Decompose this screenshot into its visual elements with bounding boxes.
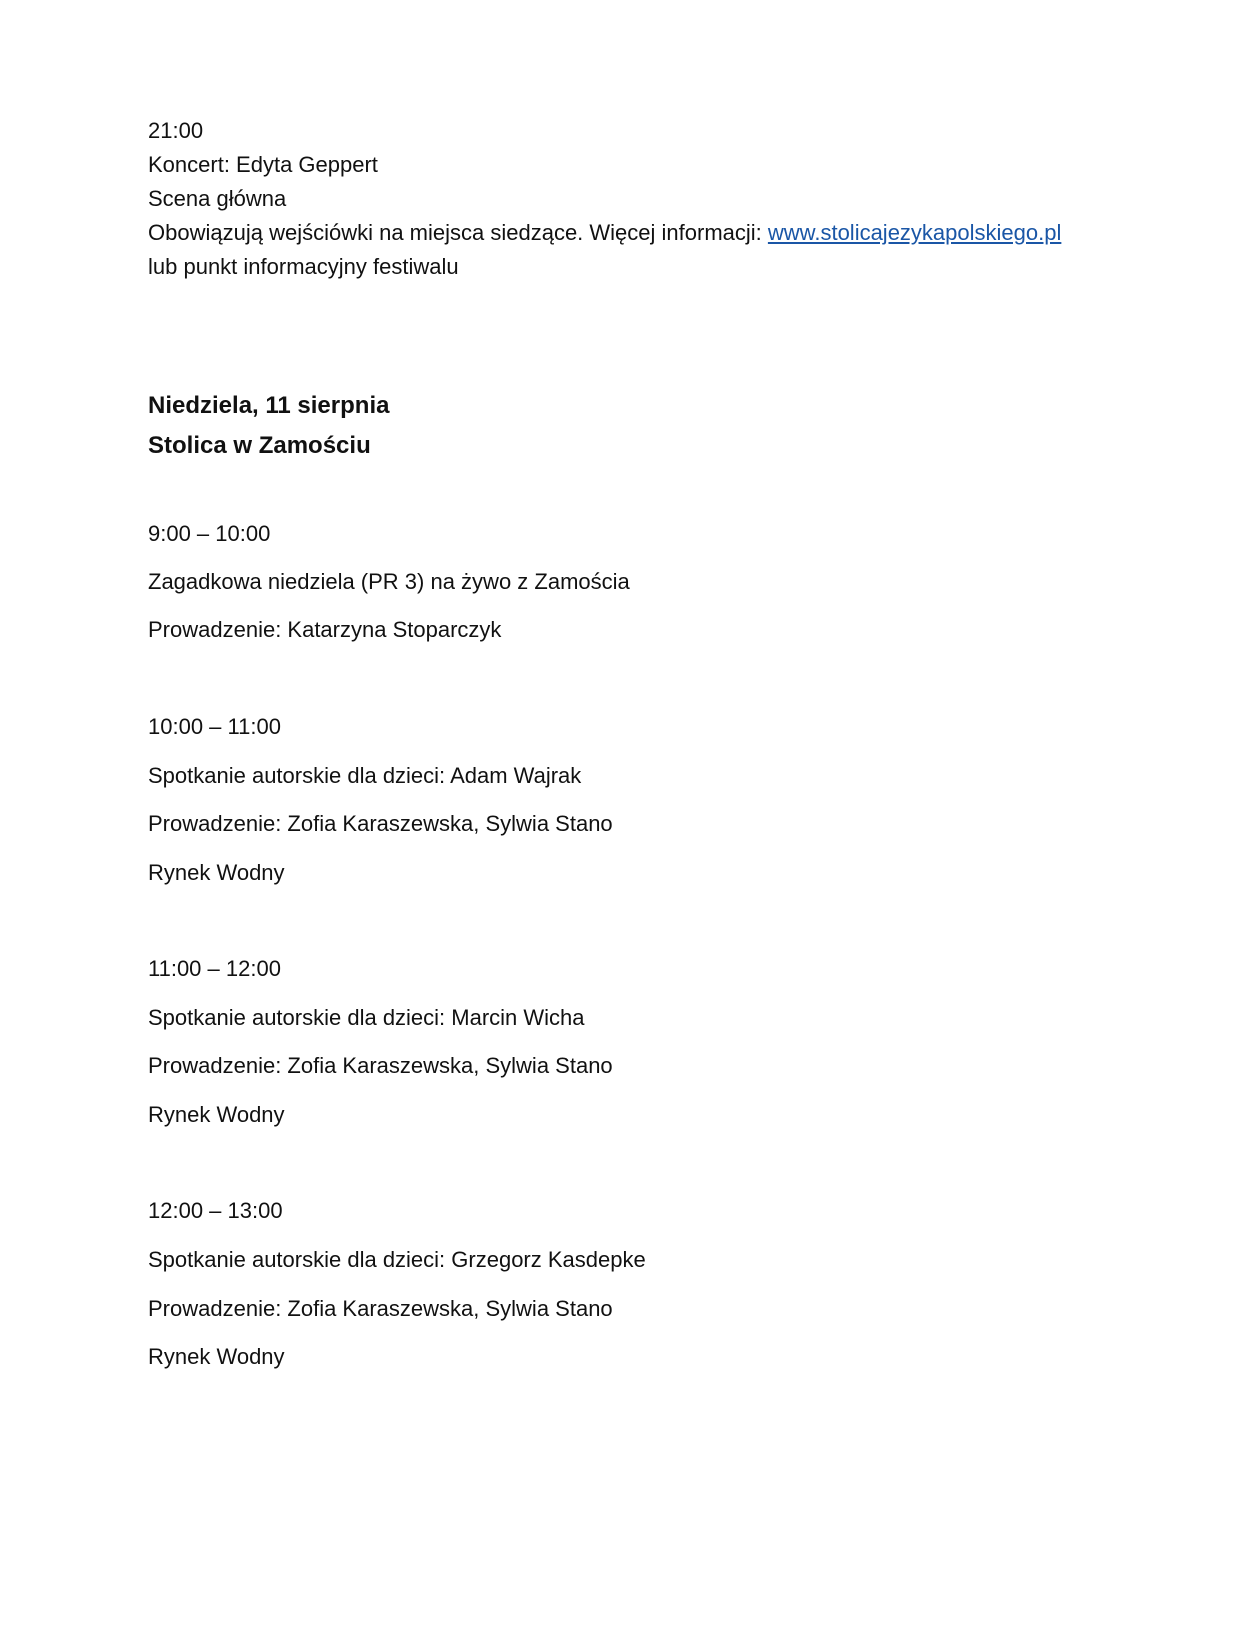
event-title: Spotkanie autorskie dla dzieci: Adam Wajrak — [148, 763, 582, 788]
event-time: 10:00 – 11:00 — [148, 714, 281, 739]
event-host: Prowadzenie: Zofia Karaszewska, Sylwia Stano — [148, 1053, 613, 1078]
event-note-continued: lub punkt informacyjny festiwalu — [148, 254, 459, 279]
event-title: Spotkanie autorskie dla dzieci: Marcin Wicha — [148, 1005, 585, 1030]
event-time: 11:00 – 12:00 — [148, 956, 281, 981]
event-title: Spotkanie autorskie dla dzieci: Grzegorz Kasdepke — [148, 1247, 646, 1272]
event-time: 12:00 – 13:00 — [148, 1198, 283, 1223]
event-note-text: Obowiązują wejściówki na miejsca siedzące. Więcej informacji: — [148, 220, 768, 245]
event-title: Koncert: Edyta Geppert — [148, 152, 378, 177]
event-venue: Rynek Wodny — [148, 860, 285, 885]
event-note — [148, 220, 1061, 246]
event-title: Zagadkowa niedziela (PR 3) na żywo z Zamościa — [148, 569, 630, 594]
event-time: 21:00 — [148, 118, 204, 143]
event-venue: Scena główna — [148, 186, 287, 211]
event-time: 9:00 – 10:00 — [148, 521, 271, 546]
festival-website-link[interactable]: www.stolicajezykapolskiego.pl — [767, 220, 1062, 245]
event-host: Prowadzenie: Zofia Karaszewska, Sylwia Stano — [148, 1296, 613, 1321]
location-heading: Stolica w Zamościu — [148, 432, 371, 459]
day-heading: Niedziela, 11 sierpnia — [148, 392, 390, 419]
event-venue: Rynek Wodny — [148, 1102, 285, 1127]
event-venue: Rynek Wodny — [148, 1344, 285, 1369]
event-host: Prowadzenie: Zofia Karaszewska, Sylwia Stano — [148, 811, 613, 836]
event-host: Prowadzenie: Katarzyna Stoparczyk — [148, 617, 502, 642]
